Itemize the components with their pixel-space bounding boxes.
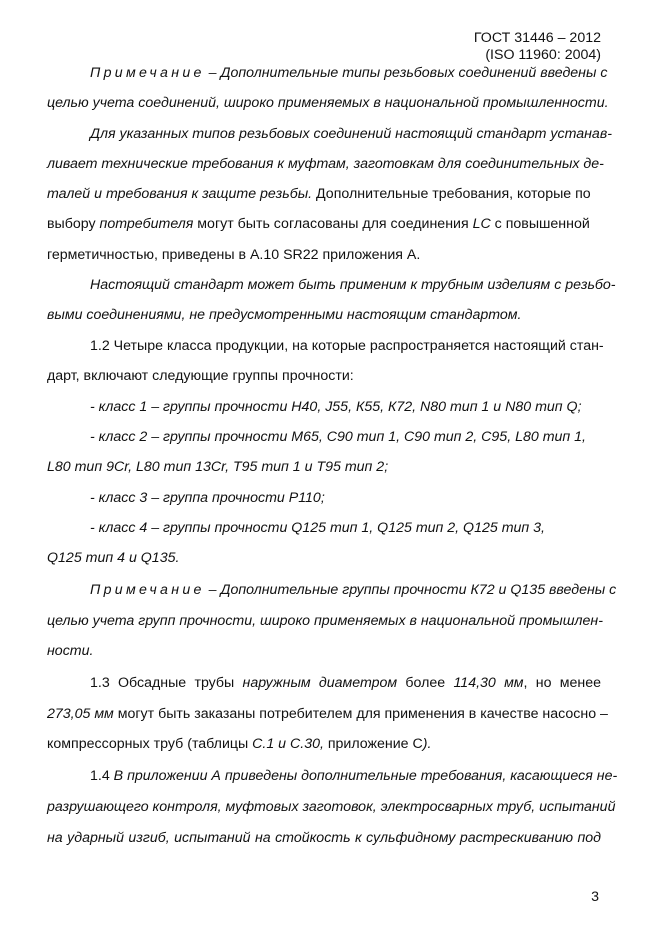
section-1-2-line1: 1.2 Четыре класса продукции, на которые распространяется настоящий стан- [90, 338, 604, 354]
scope-para-line1: Настоящий стандарт может быть применим к трубным изделиям с резьбо- [90, 277, 616, 293]
section-1-4-line2: разрушающего контроля, муфтовых заготовок, электросварных труб, испытаний [47, 799, 616, 815]
threads-para-line1: Для указанных типов резьбовых соединений настоящий стандарт устанав- [90, 126, 612, 142]
class-2-item-line2: L80 тип 9Cr, L80 тип 13Cr, Т95 тип 1 и Т95 тип 2; [47, 459, 389, 475]
threads-para-line4: выбору потребителя могут быть согласованы для соединения LC с повышенной [47, 216, 590, 232]
note-label: Примечание [90, 582, 205, 598]
page-header [474, 30, 601, 64]
section-1-3-line3: компрессорных труб (таблицы С.1 и С.30, приложение С). [47, 736, 432, 752]
page-number: 3 [591, 889, 599, 905]
note2-line2: целью учета групп прочности, широко применяемых в национальной промышлен- [47, 613, 603, 629]
class-2-item-line1: - класс 2 – группы прочности М65, С90 тип 1, С90 тип 2, С95, L80 тип 1, [90, 429, 586, 445]
class-3-item: - класс 3 – группа прочности Р110; [90, 490, 325, 506]
class-4-item-line1: - класс 4 – группы прочности Q125 тип 1, Q125 тип 2, Q125 тип 3, [90, 520, 545, 536]
iso-reference: (ISO 11960: 2004) [485, 47, 601, 63]
class-1-item: - класс 1 – группы прочности Н40, J55, К55, К72, N80 тип 1 и N80 тип Q; [90, 399, 582, 415]
threads-para-line5: герметичностью, приведены в А.10 SR22 приложения А. [47, 247, 421, 263]
note2-line1: Примечание – Дополнительные группы прочности К72 и Q135 введены с [90, 582, 617, 598]
note1-line2: целью учета соединений, широко применяемых в национальной промышленности. [47, 95, 609, 111]
note1-line1: Примечание – Дополнительные типы резьбовых соединений введены с [90, 65, 608, 81]
class-4-item-line2: Q125 тип 4 и Q135. [47, 550, 180, 566]
note-label: Примечание [90, 65, 205, 81]
section-1-4-line3: на ударный изгиб, испытаний на стойкость к сульфидному растрескиванию под [47, 830, 601, 846]
note2-line3: ности. [47, 643, 94, 659]
standard-designation: ГОСТ 31446 – 2012 [473, 30, 601, 46]
threads-para-line2: ливает технические требования к муфтам, заготовкам для соединительных де- [47, 156, 604, 172]
section-1-2-line2: дарт, включают следующие группы прочности: [47, 368, 354, 384]
threads-para-line3: талей и требования к защите резьбы. Дополнительные требования, которые по [47, 186, 591, 202]
section-1-4-line1: 1.4 В приложении А приведены дополнительные требования, касающиеся не- [90, 768, 618, 784]
section-1-3-line2: 273,05 мм могут быть заказаны потребителем для применения в качестве насосно – [47, 706, 608, 722]
scope-para-line2: выми соединениями, не предусмотренными настоящим стандартом. [47, 307, 522, 323]
section-1-3-line1: 1.3 Обсадные трубы наружным диаметром более 114,30 мм, но менее [90, 675, 601, 691]
